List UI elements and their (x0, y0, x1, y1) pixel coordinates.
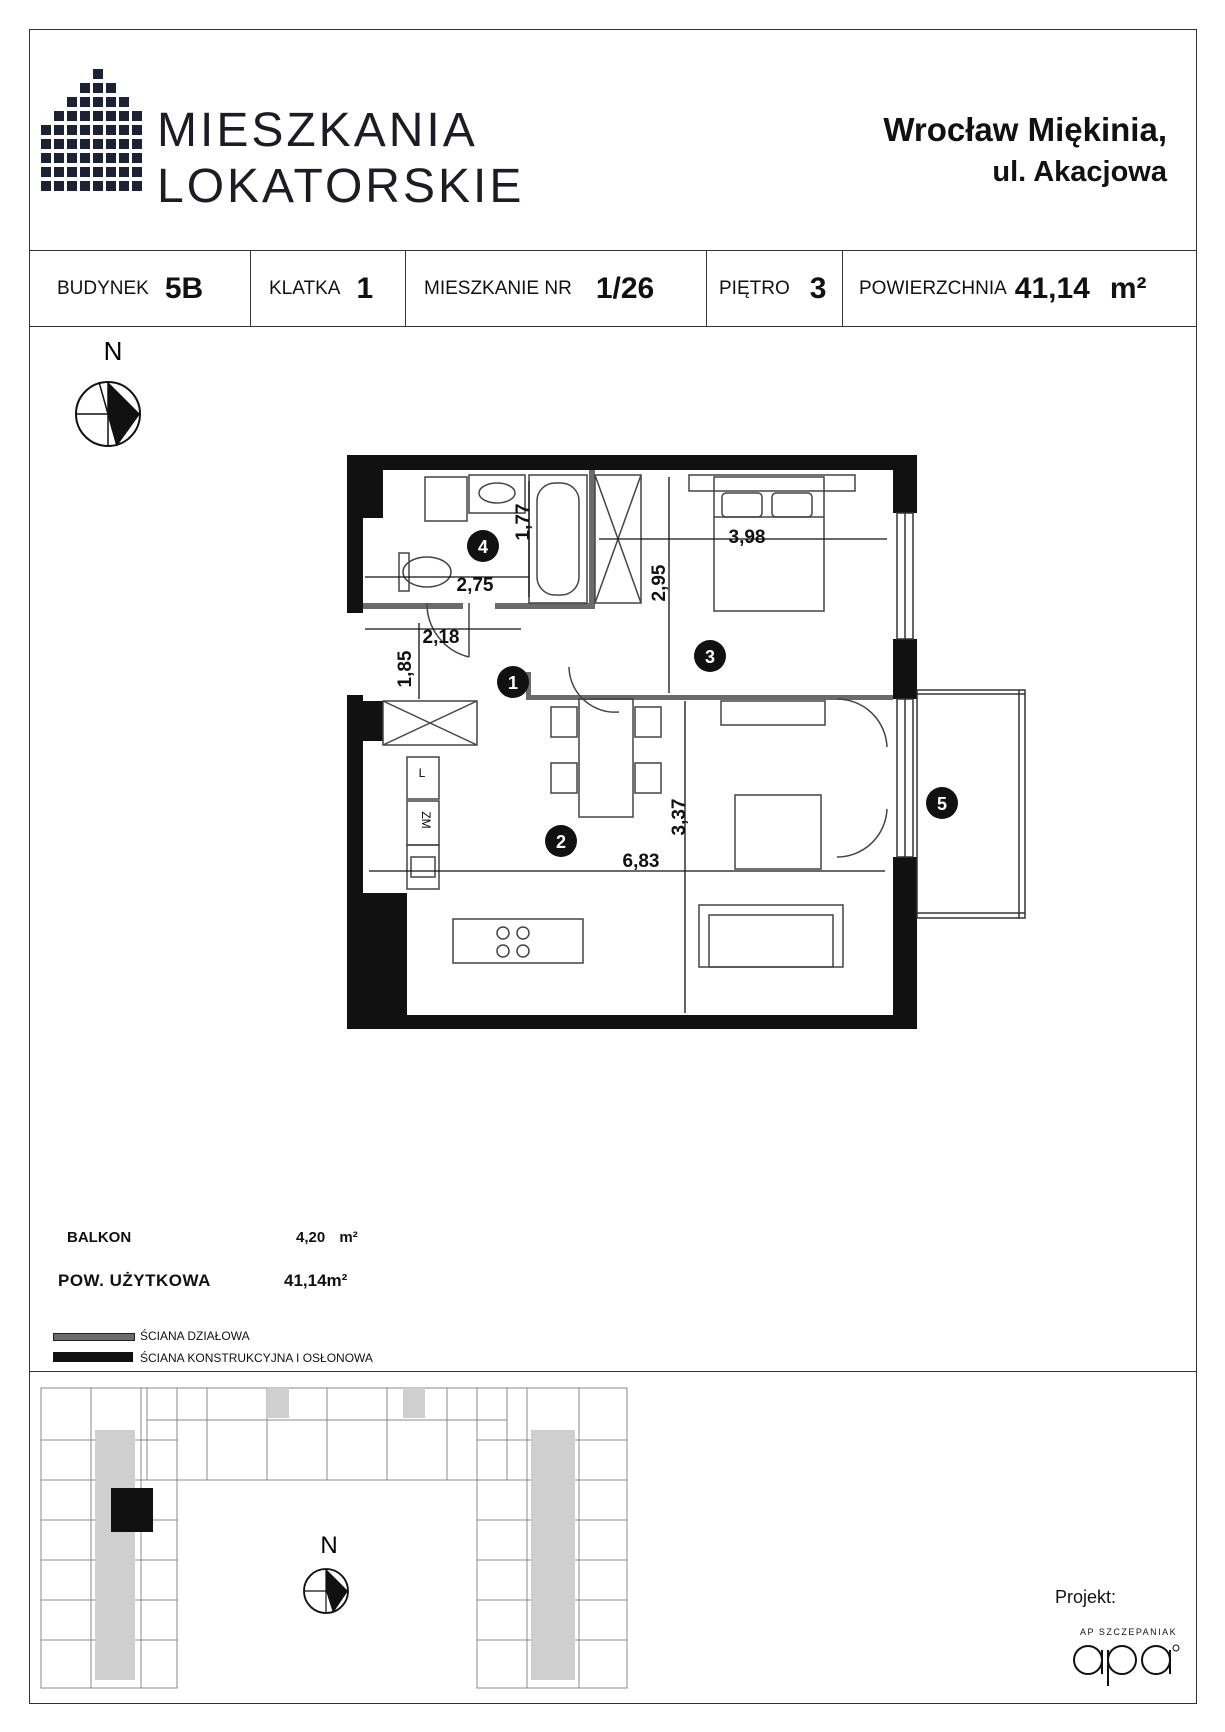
building-logo-icon (39, 53, 149, 203)
balcony-value-row (296, 1229, 358, 1246)
floor-plan (29, 327, 1197, 1371)
room-number-2: 2 (555, 832, 567, 852)
area-label: POWIERZCHNIA (859, 277, 1007, 299)
flat-cell (406, 251, 707, 326)
area-value: 41,14 (1014, 271, 1090, 305)
header (29, 29, 1197, 251)
room-number-4: 4 (477, 537, 489, 557)
brand-name (157, 103, 524, 215)
project-label: Projekt: (1055, 1587, 1117, 1607)
dim-bedroom-height: 2,95 (649, 564, 670, 602)
flat-value: 1/26 (595, 271, 655, 305)
site-plan (31, 1380, 651, 1700)
room-badges (467, 530, 958, 857)
designer-name: AP SZCZEPANIAK (1080, 1627, 1178, 1637)
room-number-5: 5 (936, 794, 948, 814)
room-number-3: 3 (704, 647, 716, 667)
stair-value: 1 (356, 271, 374, 305)
usable-area-label: POW. UŻYTKOWA (58, 1271, 211, 1290)
partition-swatch (53, 1333, 135, 1341)
apartment-info-bar (29, 251, 1197, 327)
structural-legend-label: ŚCIANA KONSTRUKCYJNA I OSŁONOWA (140, 1351, 373, 1365)
site-compass-icon (304, 1532, 348, 1613)
area-cell (843, 251, 1197, 326)
dim-hall-height: 1,85 (395, 650, 416, 688)
address-city: Wrocław Miękinia, (883, 111, 1167, 148)
stair-cell (251, 251, 406, 326)
address (883, 109, 1167, 193)
dim-bath-width: 2,75 (456, 575, 494, 596)
building-cell (29, 251, 251, 326)
designer-logo-icon (1070, 1640, 1180, 1690)
area-unit: m² (1109, 271, 1147, 305)
dim-bath-height: 1,77 (513, 503, 534, 541)
living-furniture (407, 699, 887, 967)
freezer-label: ZM (419, 811, 433, 829)
stair-label: KLATKA (269, 277, 341, 299)
site-compass-north-label: N (320, 1532, 338, 1559)
brand-line-1: MIESZKANIA (157, 104, 478, 157)
floor-label: PIĘTRO (719, 277, 790, 299)
dim-hall-width: 2,18 (422, 627, 460, 648)
brand-line-2: LOKATORSKIE (157, 160, 525, 213)
dim-living-width: 6,83 (622, 851, 660, 872)
flat-label: MIESZKANIE NR (424, 277, 572, 299)
compass-icon (76, 336, 140, 446)
fridge-label: L (418, 766, 426, 780)
partition-walls (363, 470, 893, 700)
address-street: ul. Akacjowa (992, 156, 1167, 188)
room-number-1: 1 (507, 673, 519, 693)
brand-logo (39, 53, 525, 213)
bed (689, 475, 855, 611)
balcony-label: BALKON (67, 1229, 132, 1246)
balcony-unit: m² (339, 1229, 358, 1246)
structural-swatch (53, 1352, 133, 1362)
usable-area-value: 41,14m² (284, 1271, 348, 1290)
selected-apartment-marker (111, 1488, 153, 1532)
floor-value: 3 (809, 271, 827, 305)
building-value: 5B (164, 271, 204, 305)
dim-bedroom-width: 3,98 (728, 527, 766, 548)
balcony-value: 4,20 (296, 1229, 326, 1246)
building-label: BUDYNEK (57, 277, 149, 299)
floor-cell (707, 251, 843, 326)
compass-north-label: N (103, 336, 123, 366)
structural-walls (347, 455, 917, 1029)
dim-living-height: 3,37 (669, 798, 690, 836)
partition-legend-label: ŚCIANA DZIAŁOWA (140, 1329, 250, 1343)
